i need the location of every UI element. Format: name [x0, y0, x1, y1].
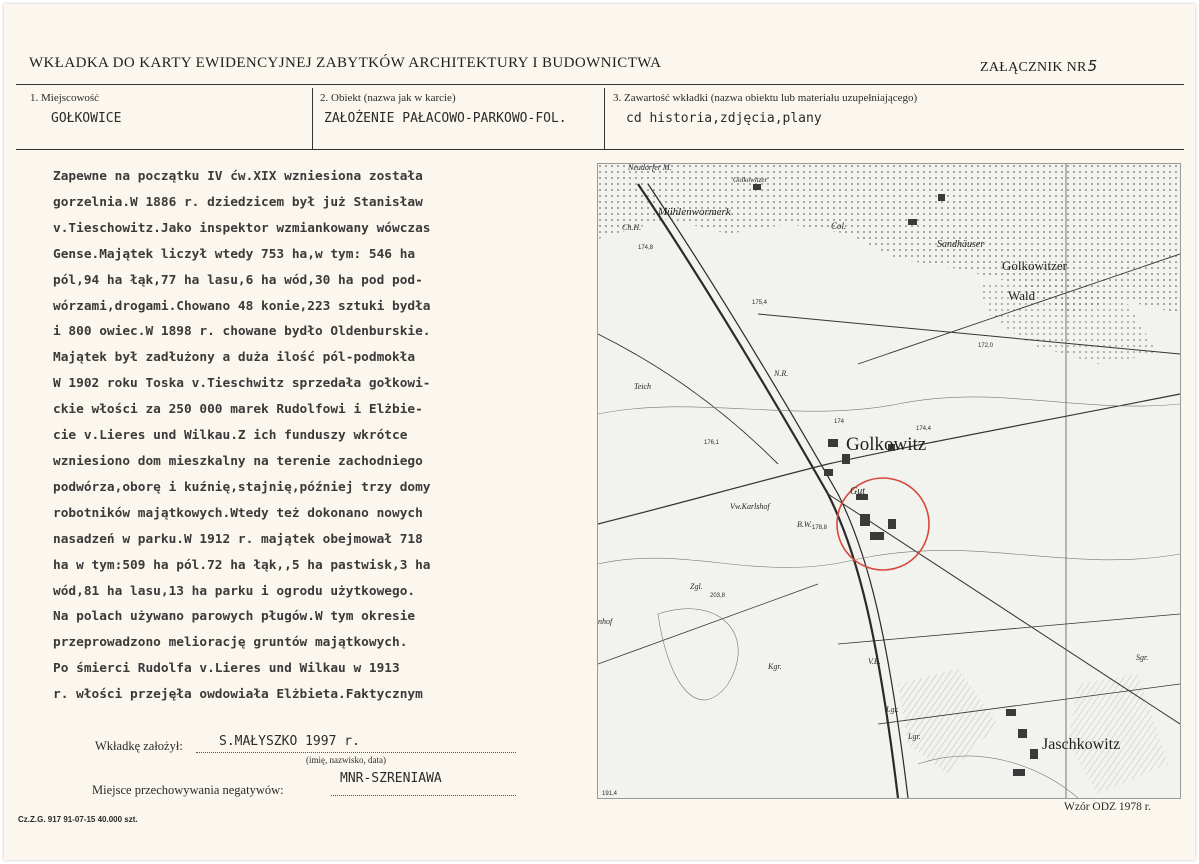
storage-dotted-line: [331, 795, 516, 796]
svg-text:Lgr.: Lgr.: [908, 732, 921, 741]
map-label-teich: Teich: [634, 382, 652, 391]
map-label-village-1: Mühlenwormerk: [658, 206, 731, 218]
history-text-line: W 1902 roku Toska v.Tieschwitz sprzedała gołkowi-: [53, 376, 431, 392]
svg-text:Zgl.: Zgl.: [690, 582, 703, 591]
attachment-label: ZAŁĄCZNIK NR: [980, 60, 1087, 75]
document-title: WKŁADKA DO KARTY EWIDENCYJNEJ ZABYTKÓW ARCHITEKTURY I BUDOWNICTWA: [29, 55, 662, 71]
west-road: [598, 464, 828, 524]
map-label-village-2: Sandhäuser: [937, 239, 985, 250]
map-label-north: Neudorfer M.: [628, 164, 672, 172]
svg-text:178,8: 178,8: [812, 525, 828, 531]
attachment-handwritten-number: 5: [1087, 57, 1098, 75]
contour-line: [598, 550, 1180, 567]
history-text-line: wórzami,drogami.Chowano 48 konie,223 sztuki bydła: [53, 298, 431, 314]
history-text-line: pól,94 ha łąk,77 ha lasu,6 ha wód,30 ha pod pod-: [53, 272, 423, 288]
map-label-farm: Vw.Karlshof: [730, 502, 770, 511]
svg-text:191,4: 191,4: [602, 791, 618, 797]
history-text-line: Na polach używano parowych pługów.W tym okresie: [53, 609, 416, 625]
storage-label: Miejsce przechowywania negatywów:: [92, 783, 284, 797]
print-info: Cz.Z.G. 917 91-07-15 40.000 szt.: [18, 815, 138, 824]
svg-text:Kgr.: Kgr.: [768, 662, 782, 671]
record-sheet: [4, 4, 1195, 860]
form-id: Wzór ODZ 1978 r.: [1064, 801, 1151, 813]
object-label: 2. Obiekt (nazwa jak w karcie): [320, 92, 456, 104]
map-label-estate: Gut: [850, 486, 865, 497]
historical-map: [597, 163, 1181, 799]
storage-value: MNR-SZRENIAWA: [340, 771, 442, 786]
header-rule-top: [16, 84, 1184, 85]
map-label-colony: Col.: [831, 221, 847, 231]
history-text-line: Gense.Majątek liczył wtedy 753 ha,w tym: 546 ha: [53, 246, 416, 262]
map-label-road-north: Golkowitzer: [733, 176, 768, 184]
field-road-4: [598, 334, 778, 464]
map-label-forest-1: Golkowitzer: [1002, 258, 1067, 273]
locality-label: 1. Miejscowość: [30, 92, 100, 104]
main-road-edge: [648, 184, 908, 798]
map-label-south-town: Jaschkowitz: [1042, 736, 1121, 753]
history-text-line: przeprowadzono meliorację gruntów majątkowych.: [53, 635, 408, 651]
history-text-line: ckie włości za 250 000 marek Rudolfowi i Elżbie-: [53, 402, 423, 418]
history-text-line: gorzelnia.W 1886 r. dziedzicem był już Stanisław: [53, 194, 423, 210]
history-text-line: nasadzeń w parku.W 1912 r. majątek obejmował 718: [53, 531, 423, 547]
contour-hill: [658, 609, 738, 700]
svg-text:Lgr.: Lgr.: [886, 705, 899, 714]
map-label-forest-2: Wald: [1008, 288, 1036, 303]
contents-value: cd historia,zdjęcia,plany: [626, 111, 822, 126]
map-drawing: [598, 164, 1180, 798]
contents-label: 3. Zawartość wkładki (nazwa obiektu lub materiału uzupełniającego): [613, 92, 918, 104]
founder-hint: (imię, nazwisko, data): [306, 755, 386, 765]
svg-text:176,1: 176,1: [704, 440, 720, 446]
history-text-line: Majątek był zadłużony a duża ilość pól-podmokła: [53, 350, 416, 366]
history-text-line: wzniesiono dom mieszkalny na terenie zachodniego: [53, 453, 423, 469]
svg-text:174,4: 174,4: [916, 426, 932, 432]
founder-value: S.MAŁYSZKO 1997 r.: [219, 734, 360, 749]
field-road-2: [828, 494, 1180, 724]
svg-text:Sgr.: Sgr.: [1136, 653, 1149, 662]
marsh-area: [898, 669, 998, 774]
svg-text:nhof: nhof: [598, 617, 613, 626]
svg-text:174: 174: [834, 419, 845, 425]
svg-text:172,0: 172,0: [978, 343, 994, 349]
svg-text:175,4: 175,4: [752, 300, 768, 306]
svg-text:Ch.H.: Ch.H.: [622, 223, 642, 232]
locality-value: GOŁKOWICE: [51, 111, 122, 126]
history-text-line: i 800 owiec.W 1898 r. chowane bydło Oldenburskie.: [53, 324, 431, 340]
history-text-line: Zapewne na początku IV ćw.XIX wzniesiona została: [53, 169, 423, 184]
history-text-line: robotników majątkowych.Wtedy też dokonano nowych: [53, 505, 423, 521]
svg-text:174,8: 174,8: [638, 245, 654, 251]
history-text-line: podwórza,oborę i kuźnię,stajnię,później trzy domy: [53, 479, 431, 495]
field-divider-1: [312, 88, 313, 150]
attachment-number: [980, 57, 1098, 76]
svg-text:203,8: 203,8: [710, 593, 726, 599]
history-text: [53, 164, 593, 708]
field-road-5: [838, 614, 1180, 644]
field-road-6: [598, 584, 818, 664]
svg-text:B.W.: B.W.: [797, 520, 812, 529]
object-value: ZAŁOŻENIE PAŁACOWO-PARKOWO-FOL.: [324, 111, 567, 126]
history-text-line: cie v.Lieres und Wilkau.Z ich funduszy wkrótce: [53, 428, 408, 444]
history-text-line: wód,81 ha lasu,13 ha parku i ogrodu użytkowego.: [53, 583, 416, 599]
history-text-line: r. włości przejęła owdowiała Elżbieta.Faktycznym: [53, 687, 423, 703]
history-text-line: Po śmierci Rudolfa v.Lieres und Wilkau w 1913: [53, 661, 400, 677]
svg-text:N.R.: N.R.: [774, 369, 789, 378]
founder-label: Wkładkę założył:: [95, 739, 183, 753]
field-divider-2: [604, 88, 605, 150]
svg-text:V.B.: V.B.: [868, 657, 881, 666]
founder-dotted-line: [196, 752, 516, 753]
history-text-line: v.Tieschowitz.Jako inspektor wzmiankowany wówczas: [53, 220, 431, 236]
history-text-line: ha w tym:509 ha pól.72 ha łąk,,5 ha pastwisk,3 ha: [53, 557, 431, 573]
header-rule-bottom: [16, 149, 1184, 150]
map-label-town: Golkowitz: [846, 434, 927, 455]
